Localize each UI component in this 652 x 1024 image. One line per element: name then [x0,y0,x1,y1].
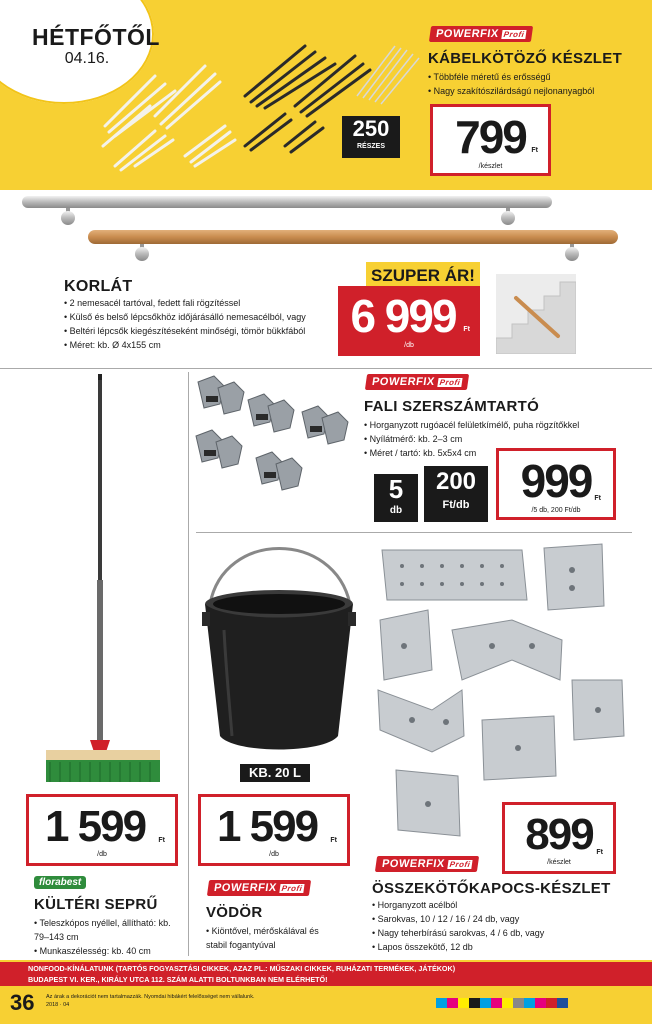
bullet: • Kiöntővel, mérőskálával és stabil fogantyúval [206,924,326,952]
connectors-title: ÖSSZEKÖTŐKAPOCS-KÉSZLET [372,880,611,897]
color-swatch [458,998,469,1008]
handrail-image [20,192,632,264]
bullet: • Horganyzott acélból [372,898,632,912]
price-value: 899 [525,810,593,859]
price-value: 999 [520,455,592,507]
florabest-logo: florabest [34,876,86,889]
powerfix-logo: POWERFIX Profi [375,856,480,872]
section-divider [0,368,652,369]
notice-line: NONFOOD-KÍNÁLATUNK (TARTÓS FOGYASZTÁSI CIKKEK, AZAZ PL.: MŰSZAKI CIKKEK, RUHÁZATI TERMÉKEK, JÁTÉKOK) [28,964,456,973]
cable-ties-bullets [428,70,638,98]
page-number: 36 [10,990,35,1015]
bullet: • Munkaszélesség: kb. 40 cm [34,944,184,958]
unit-price-unit: Ft/db [442,499,470,511]
bucket-price-box [198,794,350,866]
pieces-label: RÉSZES [356,143,385,150]
broom-image [40,372,170,788]
handrail-title: KORLÁT [64,278,133,295]
bullet: • Teleszkópos nyéllel, állítható: kb. 79–143 cm [34,916,184,944]
bucket-bullets [206,924,326,952]
pieces-badge [342,116,400,158]
price-unit: /db [404,342,414,349]
column-divider [188,372,189,956]
price-unit: /készlet [547,859,571,866]
broom-bullets [34,916,184,958]
bullet: • Méret: kb. Ø 4x155 cm [64,338,354,352]
bucket-title: VÖDÖR [206,904,263,921]
quantity-badge [374,474,418,522]
bucket-image [194,540,364,760]
super-price-label: SZUPER ÁR! [366,262,480,290]
disclaimer [46,993,346,1009]
broom-price-box [26,794,178,866]
color-swatch [535,998,546,1008]
cable-ties-price-box [430,104,551,176]
price-currency: Ft [463,326,470,333]
color-swatch [546,998,557,1008]
staircase-photo [496,274,576,354]
price-currency: Ft [158,837,165,844]
price-currency: Ft [330,837,337,844]
price-unit: /készlet [478,163,503,170]
bullet: • Horganyzott rugóacél felületkímélő, puha rögzítőkkel [364,418,634,432]
broom-title: KÜLTÉRI SEPRŰ [34,896,158,913]
bullet: • Méret / tartó: kb. 5x5x4 cm [364,446,634,460]
capacity-badge: KB. 20 L [240,764,310,782]
price-value: 6 999 [350,290,456,342]
color-swatch [502,998,513,1008]
connectors-price-box [502,802,616,874]
notice-line: BUDAPEST VI. KER., KIRÁLY UTCA 112. SZÁM ALATTI BOLTUNKBAN NEM ELÉRHETŐ! [28,975,328,984]
price-currency: Ft [596,849,603,856]
cable-ties-title: KÁBELKÖTÖZŐ KÉSZLET [428,50,623,67]
price-unit: /db [97,851,107,858]
price-unit: /db [269,851,279,858]
price-currency: Ft [594,495,601,502]
price-value: 1 599 [44,802,146,851]
price-unit: /5 db, 200 Ft/db [531,507,581,514]
disclaimer-line: Az árak a dekorációt nem tartalmazzák. Nyomdai hibákért felelősséget nem vállalunk. [46,994,255,1000]
bullet: • Nagy szakítószilárdságú nejlonanyagból [428,84,638,98]
price-value: 1 599 [216,802,318,851]
powerfix-logo: POWERFIX Profi [429,26,534,42]
connectors-bullets [372,898,632,954]
bullet: • Sarokvas, 10 / 12 / 16 / 24 db, vagy [372,912,632,926]
color-swatch [524,998,535,1008]
color-swatch [436,998,447,1008]
bullet: • Nyílátmérő: kb. 2–3 cm [364,432,634,446]
disclaimer-line: 2018 · 04 [46,1002,70,1008]
section-divider [196,532,632,533]
bullet: • Beltéri lépcsők kiegészítéseként minőségi, tömör bükkfából [64,324,354,338]
day-title: HÉTFŐTŐL [32,24,160,50]
bullet: • Nagy teherbírású sarokvas, 4 / 6 db, vagy [372,926,632,940]
powerfix-logo: POWERFIX Profi [365,374,470,390]
color-swatch [557,998,568,1008]
bullet: • 2 nemesacél tartóval, fedett fali rögzítéssel [64,296,354,310]
price-value: 799 [455,111,526,163]
handrail-price-box [338,286,480,356]
nonfood-notice [0,962,652,986]
color-swatch [480,998,491,1008]
handrail-bullets [64,296,354,352]
quantity-unit: db [389,505,403,516]
bullet: • Lapos összekötő, 12 db [372,940,632,954]
tool-holder-price-box [496,448,616,520]
color-swatch [469,998,480,1008]
pieces-count: 250 [352,116,390,141]
tool-holder-title: FALI SZERSZÁMTARTÓ [364,398,540,415]
color-swatch [491,998,502,1008]
print-color-bar [436,998,568,1008]
quantity-number: 5 [388,474,404,504]
bullet: • Külső és belső lépcsőkhöz időjárásálló nemesacélból, vagy [64,310,354,324]
color-swatch [513,998,524,1008]
unit-price-badge [424,466,488,522]
tool-holder-image [192,372,364,502]
unit-price-value: 200 [435,468,477,495]
color-swatch [447,998,458,1008]
powerfix-logo: POWERFIX Profi [207,880,312,896]
bullet: • Többféle méretű és erősségű [428,70,638,84]
day-date: 04.16. [64,50,110,67]
price-currency: Ft [531,147,538,154]
